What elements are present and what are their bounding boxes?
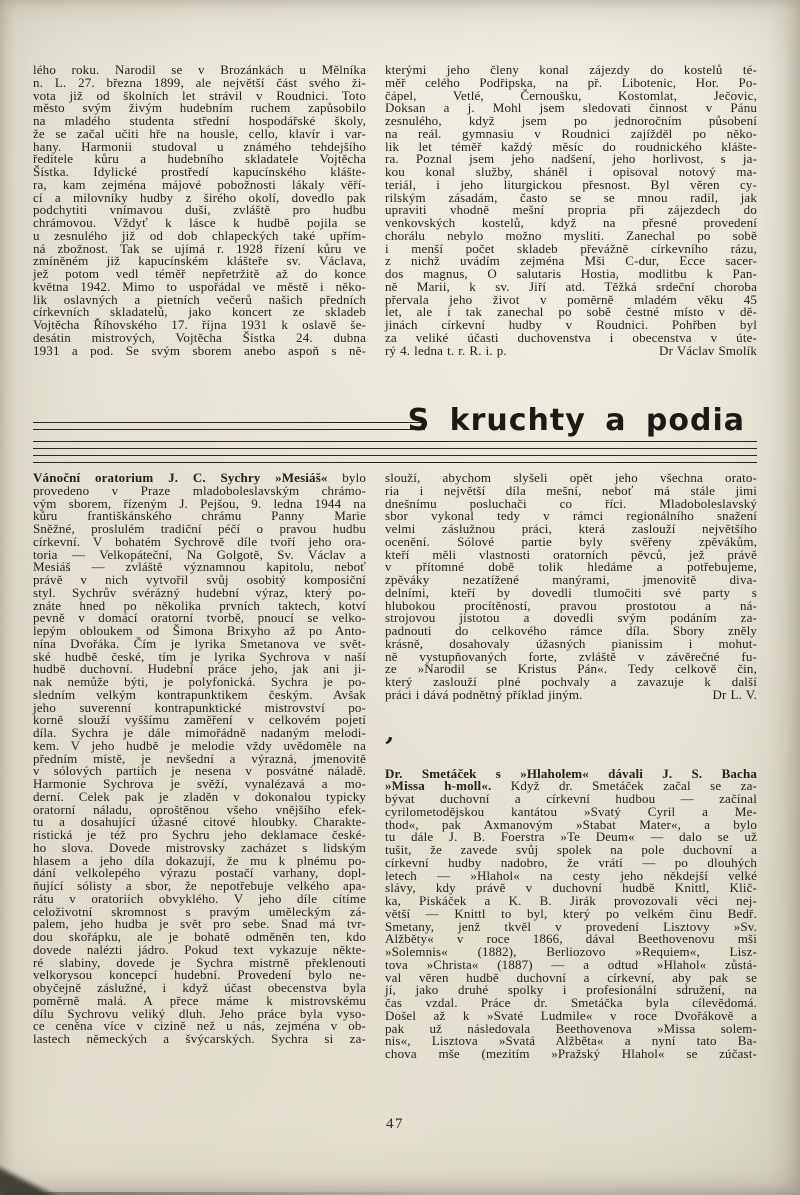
text-line: lepým obloukem od Šimona Brixyho až po Anto- <box>33 623 366 638</box>
text-line: ré slabiny, dovede je Sychra mistrně překlenouti <box>33 954 366 970</box>
text-line: znáte hned po několika prvních taktech, kotví <box>33 597 366 613</box>
text-line: dnešnímu posluchači co říci. Mladoboleslavský <box>385 495 757 511</box>
text-line: větší — Knittl to byl, který po velkém činu Bedř. <box>385 905 757 921</box>
text-line: církevní hudby nadobro, že vrátí — po dlouhých <box>385 854 757 870</box>
text-line: sledním velkým kontrapunktikem českým. Avšak <box>33 686 366 702</box>
text-line: velmi záslužnou práci, která zaslouží největšího <box>385 521 757 536</box>
text-line: církevních skladatelů, jako koncert ze skladeb <box>33 304 366 320</box>
text-line: chorálu nebylo možno mysliti. Zanechal po sobě <box>385 227 757 243</box>
text-line: styl. Sychrův svérázný hudební výraz, který po- <box>33 584 366 600</box>
review-smetacek-hlahol <box>385 765 757 1061</box>
section-title: S kruchty a podia <box>407 403 745 438</box>
text-line: že se začal učiti hře na housle, cello, klavír i var- <box>33 125 366 141</box>
text-line: derní. Celek pak je zladěn v dokonalou typicky <box>33 788 366 804</box>
text-line: zpěváky nezatížené manýrami, jmenovitě diva- <box>385 572 757 587</box>
text-line: čas vzdal. Práce dr. Smetáčka byla cílevědomá. <box>385 995 757 1010</box>
scan-corner-artifact <box>0 1163 59 1195</box>
text-line: kůru františkánského chrámu Panny Marie <box>33 508 366 524</box>
text-line: května 1942. Mimo to uspořádal ve městě i něko- <box>33 278 366 294</box>
text-line: lik oslavných a pietních večerů našich předních <box>33 291 366 307</box>
text-line: ná zbožnost. Tak se ujímá r. 1928 řízení kůru ve <box>33 240 366 256</box>
text-line: ředitele kůru a hudebního skladatele Vojtěcha <box>33 151 366 167</box>
text-line: korně slouží vyššímu zaměření v celkovém pojetí <box>33 712 366 728</box>
text-line: ské hudbě české, tím je lyrika Sychrova v naší <box>33 648 366 664</box>
text-line: ho slova. Dovede mistrovsky zacházet s lidským <box>33 839 366 855</box>
review-signature-line <box>385 686 757 702</box>
text-line: teriál, i jeho liturgickou přesnost. Byl věren cy- <box>385 176 757 192</box>
text-line: vým sborem, řízeným J. Pejšou, 9. ledna 1944 na <box>33 495 366 511</box>
page-number: 47 <box>386 1116 404 1132</box>
section-separator-ornament-icon: , <box>384 717 398 748</box>
text-line: církevní. V bohatém Sychrově díle tvoří jeho ora- <box>33 533 366 549</box>
text-line: Smetany, jenž tkvěl v provedení Lisztovy »Sv. <box>385 918 757 934</box>
text-line: kem. V jeho hudbě je melodie vždy uvědoměle na <box>33 737 366 753</box>
review-sychra-continuation <box>385 472 757 689</box>
text-line: provedeno v Praze mladoboleslavským chrámo- <box>33 482 366 498</box>
text-line: ocenění. Sólové partie byly svěřeny zpěvákům, <box>385 533 757 549</box>
text-line: zesnulého, když jsem po jednoročním působení <box>385 113 757 128</box>
text-line: tušit, že zavede svůj spolek na pole duchovní a <box>385 842 757 857</box>
review-sychra-messiah-column <box>33 472 366 1061</box>
text-line: Vánoční oratorium J. C. Sychry »Mesiáš« bylo <box>33 470 366 485</box>
text-line: hlasem a jeho díla dokazují, že mu k plnému po- <box>33 852 366 868</box>
obituary-left-column <box>33 64 366 357</box>
header-rule-lower <box>33 455 757 463</box>
text-line: letech — »Hlahol« na cesty jeho někdejší velké <box>385 867 757 883</box>
text-line: kterými jeho členy konal zájezdy do kostelů té- <box>385 62 757 77</box>
text-line: v sólových partiích je nesena v posvátné náladě. <box>33 763 366 779</box>
text-line: na mladého studenta střední hospodářské školy, <box>33 113 366 128</box>
text-line: kou konal služby, sháněl i opisoval notový ma- <box>385 164 757 179</box>
text-line: cí a milovníky hudby z širého okolí, dovedlo pak <box>33 189 366 205</box>
text-line: jeho suverenní kontrapunktické mistrovství po- <box>33 699 366 715</box>
text-line: let, ale i tak zanechal po sobě čestné místo v dě- <box>385 304 757 320</box>
text-line: ra, kam zejména májové pobožnosti lákaly věří- <box>33 176 366 192</box>
text-line: n. L. 27. března 1899, ale největší část svého ži- <box>33 74 366 90</box>
text-line: přervala jeho život v poměrně mladém věku 45 <box>385 291 757 307</box>
text-line: tu a dosahující úžasné citové hloubky. Charakte- <box>33 814 366 830</box>
text-line: rilským zásadám, často se se mnou radil, jak <box>385 189 757 205</box>
text-line: i menší počet skladeb převážně církevního rázu, <box>385 240 757 256</box>
text-line: ka, Piskáček a K. B. Jirák provozovali věci nej- <box>385 893 757 908</box>
text-line: slávy, kdy právě v duchovní hudbě Knittl, Klič- <box>385 880 757 896</box>
text-line: lastech německých a švýcarských. Sychra si za- <box>33 1031 366 1046</box>
text-line: právě v nich vytvořil svůj osobitý komposiční <box>33 572 366 587</box>
reviews-section <box>33 472 757 1061</box>
text-line: celoživotní skromnost s pravým uměleckým zá- <box>33 903 366 919</box>
text-line: ria i největší díla mešní, neboť má stále jimi <box>385 482 757 498</box>
text-line: strojovou jistotou a dovedli svým podáním za- <box>385 610 757 626</box>
section-header <box>33 404 757 466</box>
text-line: ristická je též pro Sychru jeho deklamace české- <box>33 827 366 842</box>
text-line: thod«, pak Axmanovým »Stabat Mater«, a bylo <box>385 816 757 832</box>
text-line: v přítomné době tolik hledáme a potřebujeme, <box>385 559 757 575</box>
text-line: ňující sólisty a sbor, že nepotřebuje velkého apa- <box>33 878 366 893</box>
text-line: Doksan a j. Mohl jsem sledovati činnost v Pánu <box>385 100 757 116</box>
text-line: Alžběty« v roce 1866, dával Beethovenovu mši <box>385 931 757 947</box>
obituary-author-name: Dr Václav Smolík <box>659 342 757 358</box>
text-line: za veliké účasti duchovenstva i obecenstva v úte- <box>385 329 757 345</box>
text-line: padnouti do celkového rámce díla. Sbory zněly <box>385 623 757 638</box>
text-line: který zaslouží plné pochvaly a zavazuje k další <box>385 674 757 689</box>
text-line: ně vystupňovaných forte, zvláště v závěrečné fu- <box>385 648 757 664</box>
text-line: Vojtěcha Říhovského 17. října 1931 k oslavě še- <box>33 317 366 332</box>
text-line: »Missa h-moll«. Když dr. Smetáček začal se za- <box>385 778 757 794</box>
text-line: dílu Sychrovu veliký dluh. Jeho práce byla vyso- <box>33 1005 366 1021</box>
text-line: ně Marii, k sv. Jiří atd. Těžká srdeční choroba <box>385 278 757 294</box>
text-line: lého roku. Narodil se v Brozánkách u Mělníka <box>33 62 366 77</box>
text-line: podchytiti vnímavou duši, zvláště pro hudbu <box>33 202 366 218</box>
text-line: předním místě, je nevšední a výrazná, jmenovitě <box>33 750 366 766</box>
text-line: na reál. gymnasiu v Roudnici zajížděl po něko- <box>385 125 757 141</box>
text-line: kteří měli vlastnosti oratorních pěvců, jež právě <box>385 546 757 562</box>
text-line: město svým živým hudebním ruchem zapůsobilo <box>33 100 366 116</box>
text-line: oratorní náladu, oproštěnou všeho vnějšího efek- <box>33 801 366 817</box>
text-line: pevně v domácí oratorní tvorbě, pnoucí se velko- <box>33 610 366 626</box>
text-line: dovede nalézti jádro. Pokud text vykazuje někte- <box>33 941 366 957</box>
reviews-right-column <box>385 472 757 1061</box>
text-line: bývat duchovní a církevní hudbou — začínal <box>385 791 757 806</box>
text-line: toria — Velkopáteční, Na Golgotě, Sv. Václav a <box>33 546 366 562</box>
text-line: dání velkolepého výrazu postačí varhany, dopl- <box>33 865 366 881</box>
text-line: vota již od školních let strávil v Roudnici. Toto <box>33 87 366 103</box>
text-line: Dr. Smetáček s »Hlaholem« dávali J. S. Bacha <box>385 765 757 781</box>
text-line: Sněžné, proslulém tradiční péčí o pravou hudbu <box>33 521 366 536</box>
text-line: val věren hudbě duchovní a církevní, aby pak se <box>385 969 757 985</box>
text-line: slouží, abychom slyšeli opět jeho všechna orato- <box>385 470 757 485</box>
review-closing-text: práci i dává podnětný příklad jiným. <box>385 686 583 702</box>
text-line: Šístka. Idylické prostředí kapucínského klášte- <box>33 164 366 179</box>
text-line: lik let téměř každý měsíc do roudnického klášte- <box>385 138 757 154</box>
text-line: Došel až k »Svaté Ludmile« v roce Dvořákově a <box>385 1007 757 1023</box>
text-line: dos magnus, O salutaris Hostia, modlitbu k Pan- <box>385 266 757 281</box>
text-line: ra. Poznal jsem jeho nadšení, jeho horlivost, s ja- <box>385 151 757 167</box>
text-line: jež potom vedl téměř nepřetržitě až do konce <box>33 266 366 281</box>
obituary-right-column <box>385 64 757 357</box>
text-line: zmíněném již kapucínském klášteře sv. Václava, <box>33 253 366 269</box>
text-line: pak už následovala Beethovenova »Missa solem- <box>385 1020 757 1036</box>
text-line: čápel, Vetlé, Černoušku, Kostomlat, Ječovic, <box>385 87 757 103</box>
obituary-signature-line <box>385 342 757 358</box>
obituary-right-text <box>385 64 757 345</box>
text-line: z nichž uvádím zejména Mši C-dur, Ecce sacer- <box>385 253 757 269</box>
text-line: 1931 a pod. Se svým sborem anebo aspoň s ně- <box>33 342 366 358</box>
text-line: delními, kteří by dovedli tlumočiti své party s <box>385 584 757 600</box>
text-line: ze »Narodil se Kristus Pán«. Tedy celkově čin, <box>385 661 757 677</box>
text-line: u zesnulého již od dob chlapeckých také upřím- <box>33 227 366 243</box>
text-line: upraviti vhodně mešní propria při zájezdech do <box>385 202 757 218</box>
text-line: hlubokou procítěností, pravou prostotou a ná- <box>385 597 757 613</box>
text-line: nína Dvořáka. Čím je lyrika Smetanova ve svět- <box>33 635 366 651</box>
text-line: Harmonie Sychrova je svěží, vynalézavá a mo- <box>33 776 366 791</box>
text-line: měř celého Podřipska, na př. Libotenic, Hor. Po- <box>385 74 757 90</box>
text-line: cyrilometodějskou kantátou »Svatý Cyril a Me- <box>385 803 757 819</box>
text-line: rátu v oratoriích obvyklého. V jeho díle cítíme <box>33 890 366 906</box>
text-line: chrámovou. Vždyť k lásce k hudbě pojila se <box>33 215 366 230</box>
text-line: palem, jeho hudba je svět pro sebe. Snad má tvr- <box>33 916 366 932</box>
text-line: díla. Sychra je dále mimořádně nadaným melodi- <box>33 725 366 740</box>
header-rule-left-segment <box>33 422 425 430</box>
text-line: obyčejně záslužné, i když účast obecenstva byla <box>33 980 366 995</box>
text-line: sbor vykonal tedy v rámci regionálního snažení <box>385 508 757 524</box>
text-line: desátin mistrových, Vojtěcha Šístka 24. dubna <box>33 329 366 345</box>
obituary-article <box>33 64 757 357</box>
separator-row <box>384 717 757 748</box>
text-line: venkovských kostelů, když na přesné provedení <box>385 215 757 230</box>
review-author-initials: Dr L. V. <box>712 686 757 702</box>
header-rule-upper <box>33 441 757 449</box>
text-line: chova mše (mezitím »Pražský Hlahol« se zúčast- <box>385 1046 757 1061</box>
text-line: tu dále J. B. Foerstra »Te Deum« — dalo se už <box>385 829 757 845</box>
text-line: jinách církevní hudby v Roudnici. Pohřben byl <box>385 317 757 332</box>
text-line: jí, jako druhé spolky i profesionální sdružení, na <box>385 982 757 998</box>
text-line: nis«, Lisztova »Svatá Alžběta« a nyní tato Ba- <box>385 1033 757 1049</box>
text-line: poměrně malá. A přece máme k mistrovskému <box>33 992 366 1008</box>
text-line: velkorysou koncepcí hudební. Provedení bylo ne- <box>33 967 366 983</box>
text-line: krásně, dosahovaly úžasných pianissim i mohut- <box>385 635 757 651</box>
text-line: dou skořápku, ale je bohatě odměněn ten, kdo <box>33 929 366 944</box>
text-line: ce ceněna více v cizině než u nás, zejména v ob- <box>33 1018 366 1034</box>
text-line: Mesiáš — zvláště významnou kapitolu, neboť <box>33 559 366 575</box>
text-line: hany. Harmonii studoval u známého tehdejšího <box>33 138 366 154</box>
text-line: nak nemůže býti, je polyfonická. Sychra je po- <box>33 674 366 689</box>
obituary-closing-text: rý 4. ledna t. r. R. i. p. <box>385 342 507 358</box>
text-line: tova »Christa« (1887) — a odtud »Hlahol« zůstá- <box>385 956 757 972</box>
text-line: »Solemnis« (1882), Berliozovo »Requiem«, Lisz- <box>385 944 757 959</box>
text-line: hudbě duchovní. Hudební práce jeho, jak ani ji- <box>33 661 366 677</box>
